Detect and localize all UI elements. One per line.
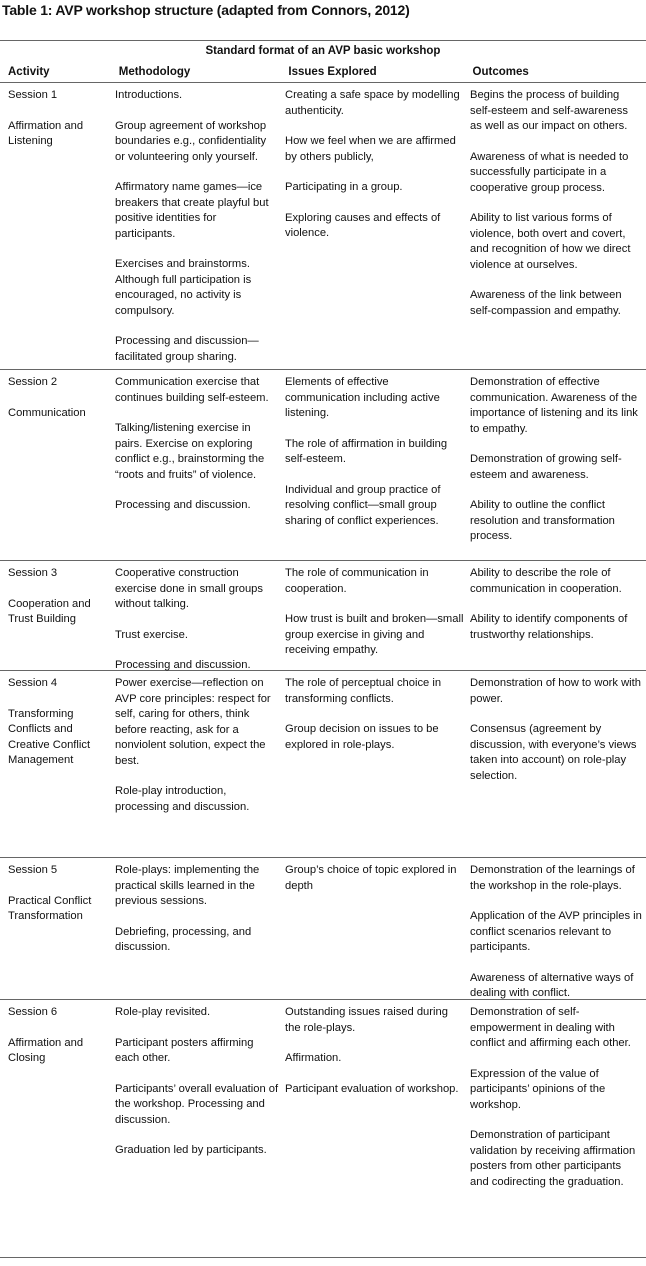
outcomes-cell — [470, 83, 646, 369]
activity-cell — [0, 671, 115, 857]
methodology-item: Trust exercise. — [115, 628, 188, 641]
header-outcomes: Outcomes — [472, 65, 529, 78]
methodology-item: Processing and discussion. — [115, 499, 251, 511]
issues-item: Individual and group practice of resolving conflict—small group sharing of conflict experiences. — [285, 483, 441, 527]
header-activity: Activity — [8, 65, 50, 78]
session-name: Affirmation and Listening — [8, 119, 84, 147]
outcomes-item: Expression of the value of participants’ opinions of the workshop. — [470, 1067, 606, 1111]
methodology-item: Group agreement of workshop boundaries e.g., confidentiality or volunteering only yourself. — [115, 119, 267, 163]
issues-cell — [285, 858, 470, 999]
issues-cell — [285, 1000, 470, 1257]
methodology-item: Role-play revisited. — [115, 1006, 211, 1018]
issues-cell — [285, 83, 470, 369]
outcomes-cell — [470, 1000, 646, 1257]
session-label: Session 2 — [8, 376, 58, 388]
methodology-cell — [115, 1000, 285, 1257]
issues-item: Participant evaluation of workshop. — [285, 1082, 459, 1095]
outcomes-item: Demonstration of participant validation by receiving affirmation posters from other participants and codirecting the graduation. — [470, 1129, 636, 1188]
methodology-cell — [115, 671, 285, 857]
table-row — [0, 83, 646, 370]
outcomes-item: Demonstration of growing self-esteem and awareness. — [470, 453, 622, 481]
table-row — [0, 1000, 646, 1258]
issues-item: Creating a safe space by modelling authenticity. — [285, 89, 460, 117]
methodology-cell — [115, 561, 285, 670]
outcomes-cell — [470, 561, 646, 670]
workshop-table — [0, 40, 646, 1258]
methodology-item: Introductions. — [115, 89, 183, 101]
outcomes-item: Ability to outline the conflict resolution and transformation process. — [470, 499, 615, 542]
session-label: Session 5 — [8, 864, 58, 876]
outcomes-cell — [470, 858, 646, 999]
session-label: Session 1 — [8, 89, 58, 101]
session-label: Session 4 — [8, 677, 58, 689]
header-issues: Issues Explored — [288, 65, 377, 78]
table-caption: Standard format of an AVP basic workshop — [205, 45, 441, 57]
methodology-item: Role-plays: implementing the practical skills learned in the previous sessions. — [115, 864, 260, 907]
outcomes-item: Demonstration of the learnings of the workshop in the role-plays. — [470, 864, 635, 892]
table-row — [0, 561, 646, 671]
outcomes-item: Demonstration of how to work with power. — [470, 677, 641, 705]
methodology-item: Exercises and brainstorms. Although full participation is encouraged, no activity is compulsory. — [115, 258, 252, 317]
methodology-item: Affirmatory name games—ice breakers that create playful but positive identities for participants. — [115, 181, 269, 240]
methodology-cell — [115, 370, 285, 560]
issues-item: Affirmation. — [285, 1052, 342, 1064]
methodology-item: Processing and discussion—facilitated group sharing. — [115, 335, 259, 363]
outcomes-cell — [470, 671, 646, 857]
issues-cell — [285, 671, 470, 857]
methodology-item: Processing and discussion. — [115, 659, 251, 671]
issues-item: Elements of effective communication including active listening. — [285, 376, 440, 419]
activity-cell — [0, 561, 115, 670]
issues-item: How trust is built and broken—small group exercise in giving and receiving empathy. — [285, 613, 464, 656]
methodology-item: Graduation led by participants. — [115, 1144, 267, 1156]
activity-cell — [0, 1000, 115, 1257]
methodology-item: Debriefing, processing, and discussion. — [115, 925, 252, 953]
issues-item: The role of communication in cooperation. — [285, 567, 429, 595]
outcomes-item: Consensus (agreement by discussion, with everyone’s views taken into account) on role-play selection. — [470, 723, 637, 782]
outcomes-item: Awareness of what is needed to successfully participate in a cooperative group process. — [470, 150, 629, 194]
session-name: Transforming Conflicts and Creative Conflict Management — [8, 707, 91, 766]
issues-item: Group’s choice of topic explored in depth — [285, 864, 457, 892]
outcomes-item: Ability to list various forms of violence, both overt and covert, and recognition of how we direct violence at ourselves. — [470, 212, 631, 271]
issues-cell — [285, 370, 470, 560]
session-label: Session 3 — [8, 567, 58, 579]
header-row — [0, 61, 646, 83]
outcomes-item: Begins the process of building self-esteem and self-awareness as well as our impact on others. — [470, 89, 628, 132]
session-name: Affirmation and Closing — [8, 1036, 84, 1064]
issues-cell — [285, 561, 470, 670]
outcomes-item: Demonstration of effective communication. Awareness of the importance of listening and its link to empathy. — [470, 376, 638, 435]
header-methodology: Methodology — [118, 65, 191, 78]
session-name: Communication — [8, 406, 86, 419]
activity-cell — [0, 83, 115, 369]
methodology-cell — [115, 83, 285, 369]
methodology-item: Participant posters affirming each other. — [115, 1036, 254, 1064]
methodology-item: Talking/listening exercise in pairs. Exercise on exploring conflict e.g., brainstorming the “roots and fruits” of violence. — [115, 422, 265, 481]
methodology-item: Power exercise—reflection on AVP core principles: respect for self, caring for others, think before reacting, ask for a nonviolent solution, expect the best. — [115, 677, 271, 767]
session-name: Cooperation and Trust Building — [8, 597, 91, 625]
table-title: Table 1: AVP workshop structure (adapted from Connors, 2012) — [2, 2, 410, 18]
session-label: Session 6 — [8, 1006, 58, 1018]
outcomes-item: Application of the AVP principles in conflict scenarios relevant to participants. — [470, 910, 642, 953]
table-row — [0, 858, 646, 1000]
session-name: Practical Conflict Transformation — [8, 894, 92, 922]
table-row — [0, 370, 646, 561]
outcomes-item: Ability to identify components of trustworthy relationships. — [470, 613, 628, 641]
outcomes-item: Awareness of alternative ways of dealing with conflict. — [470, 971, 634, 999]
issues-item: The role of affirmation in building self-esteem. — [285, 437, 448, 465]
outcomes-item: Demonstration of self-empowerment in dealing with conflict and affirming each other. — [470, 1006, 631, 1049]
issues-item: How we feel when we are affirmed by others publicly, — [285, 135, 456, 163]
methodology-cell — [115, 858, 285, 999]
methodology-item: Communication exercise that continues building self-esteem. — [115, 376, 269, 404]
activity-cell — [0, 858, 115, 999]
table-row — [0, 671, 646, 858]
issues-item: The role of perceptual choice in transforming conflicts. — [285, 677, 442, 705]
outcomes-cell — [470, 370, 646, 560]
methodology-item: Cooperative construction exercise done in small groups without talking. — [115, 567, 263, 610]
issues-item: Exploring causes and effects of violence. — [285, 211, 441, 239]
outcomes-item: Awareness of the link between self-compassion and empathy. — [470, 289, 622, 317]
methodology-item: Participants’ overall evaluation of the workshop. Processing and discussion. — [115, 1082, 279, 1126]
issues-item: Outstanding issues raised during the role-plays. — [285, 1006, 448, 1034]
activity-cell — [0, 370, 115, 560]
methodology-item: Role-play introduction, processing and discussion. — [115, 785, 250, 813]
issues-item: Participating in a group. — [285, 181, 403, 193]
outcomes-item: Ability to describe the role of communication in cooperation. — [470, 567, 622, 595]
issues-item: Group decision on issues to be explored in role-plays. — [285, 723, 439, 751]
